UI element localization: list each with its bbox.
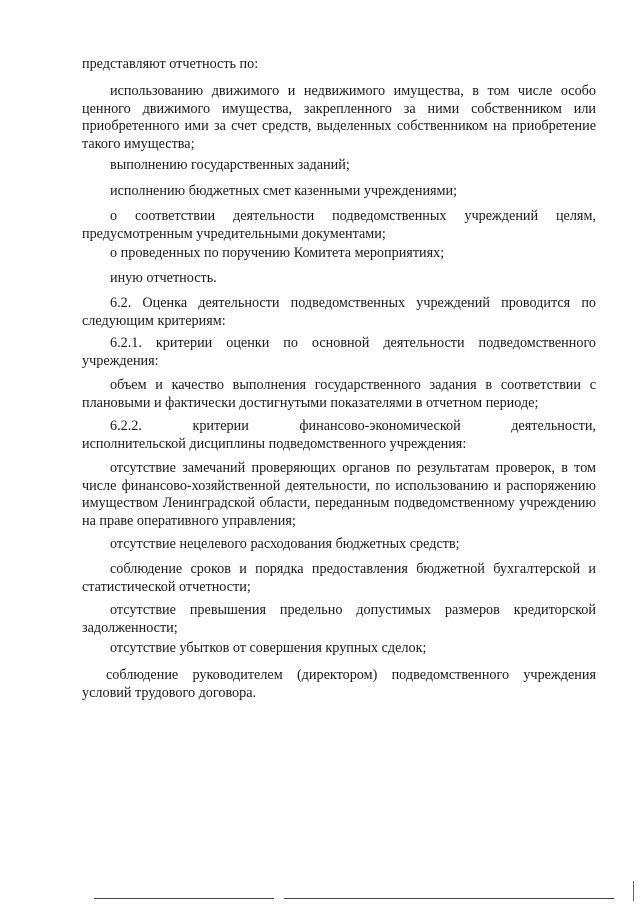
paragraph-budget-estimates: исполнению бюджетных смет казенными учреждениями; xyxy=(110,183,458,199)
paragraph-deadlines: соблюдение сроков и порядка предоставления бюджетной бухгалтерской и статистической отчетности; xyxy=(82,561,596,595)
scan-edge-line-left xyxy=(94,898,274,899)
paragraph-events: о проведенных по поручению Комитета мероприятиях; xyxy=(110,245,445,261)
paragraph-no-remarks: отсутствие замечаний проверяющих органов по результатам проверок, в том числе финансово-хозяйственной деятельности, по использованию и распоряжению имуществом Ленинградской области, переданным подведомственному учреждению на праве оперативного управления; xyxy=(82,460,596,529)
paragraph-6-2-1: 6.2.1. критерии оценки по основной деятельности подведомственного учреждения: xyxy=(82,335,596,369)
paragraph-no-losses: отсутствие убытков от совершения крупных сделок; xyxy=(110,640,427,656)
paragraph-director: соблюдение руководителем (директором) подведомственного учреждения условий трудового договора. xyxy=(82,667,596,701)
section-number: 6.2.2. xyxy=(110,418,142,434)
word-activity: деятельности, xyxy=(511,418,596,434)
paragraph-state-tasks: выполнению государственных заданий; xyxy=(110,157,350,173)
paragraph-intro: представляют отчетность по: xyxy=(82,56,259,72)
paragraph-6-2: 6.2. Оценка деятельности подведомственных учреждений проводится по следующим критериям: xyxy=(82,295,596,329)
word-financial-economic: финансово-экономической xyxy=(299,418,461,434)
paragraph-no-excess: отсутствие превышения предельно допустимых размеров кредиторской задолженности; xyxy=(82,602,596,636)
paragraph-volume-quality: объем и качество выполнения государственного задания в соответствии с плановыми и фактически достигнутыми показателями в отчетном периоде; xyxy=(82,377,596,411)
word-criteria: критерии xyxy=(192,418,249,434)
paragraph-6-2-2-first-line xyxy=(82,418,596,436)
paragraph-property-use: использованию движимого и недвижимого имущества, в том числе особо ценного движимого имущества, закрепленного за ними собственником или приобретенного ими за счет средств, выделенных собственником на приобретение такого имущества; xyxy=(82,83,596,152)
paragraph-compliance: о соответствии деятельности подведомственных учреждений целям, предусмотренным учредительными документами; xyxy=(82,208,596,242)
scan-edge-line-right xyxy=(284,898,614,899)
paragraph-no-misuse: отсутствие нецелевого расходования бюджетных средств; xyxy=(110,536,460,552)
scan-edge-tick xyxy=(633,881,634,901)
paragraph-6-2-2-continuation: исполнительской дисциплины подведомственного учреждения: xyxy=(82,436,467,452)
paragraph-other-reports: иную отчетность. xyxy=(110,270,217,286)
